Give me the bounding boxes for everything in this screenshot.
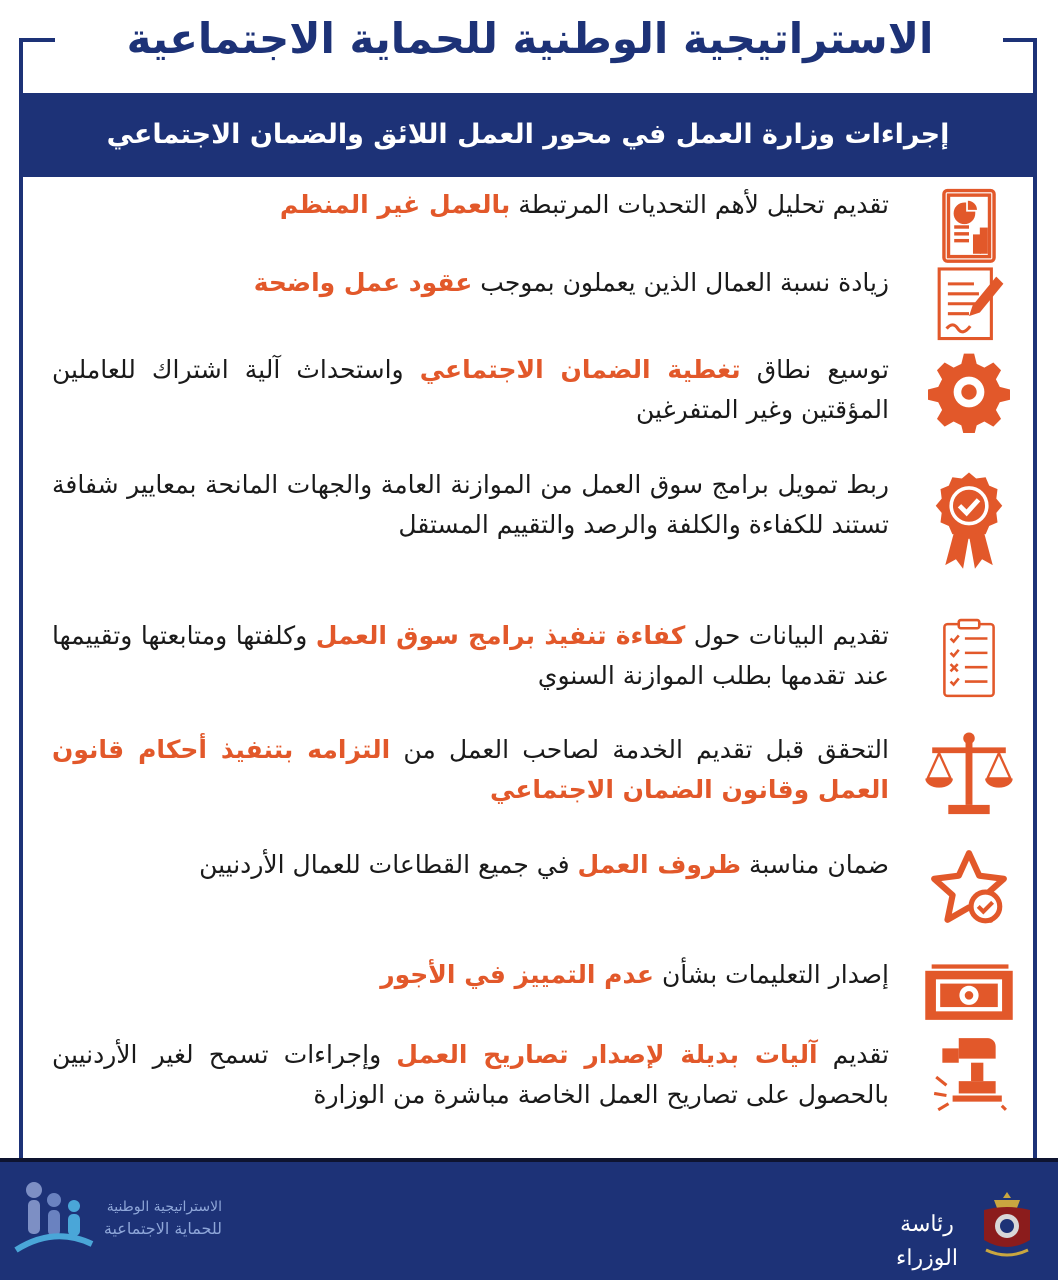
item-text-highlight: بالعمل غير المنظم xyxy=(279,190,511,219)
list-item xyxy=(52,350,1017,434)
item-text xyxy=(52,616,921,696)
item-text-highlight: عدم التمييز في الأجور xyxy=(380,960,654,989)
item-text-highlight: التزامه بتنفيذ أحكام قانون العمل وقانون الضمان الاجتماعي xyxy=(52,735,889,804)
item-text-plain: ضمان مناسبة xyxy=(741,850,889,879)
gear-icon xyxy=(921,350,1017,434)
checklist-icon xyxy=(921,616,1017,702)
item-text-plain: التحقق قبل تقديم الخدمة لصاحب العمل من xyxy=(390,735,889,764)
list-item xyxy=(52,955,1017,1025)
item-text-plain: تقديم البيانات حول xyxy=(685,621,890,650)
item-text xyxy=(52,730,921,810)
item-text-highlight: تغطية الضمان الاجتماعي xyxy=(419,355,741,384)
item-text-plain: إصدار التعليمات بشأن xyxy=(654,960,889,989)
list-item xyxy=(52,845,1017,931)
item-text-plain: زيادة نسبة العمال الذين يعملون بموجب xyxy=(472,268,889,297)
item-text xyxy=(52,185,921,225)
item-text-highlight: ظروف العمل xyxy=(577,850,741,879)
pm-logo-text: رئاسة الوزراء xyxy=(896,1212,958,1271)
item-text xyxy=(52,955,921,995)
contract-signing-icon xyxy=(921,263,1017,347)
award-badge-icon xyxy=(921,465,1017,575)
scales-icon xyxy=(921,730,1017,820)
item-text-plain: واستحداث آلية اشتراك للعاملين المؤقتين وغير المتفرغين xyxy=(52,355,889,424)
strategy-logo-line1: الاستراتيجية الوطنية xyxy=(106,1199,222,1215)
item-text-plain: توسيع نطاق xyxy=(740,355,889,384)
item-text-plain: وإجراءات تسمح لغير الأردنيين بالحصول على تصاريح العمل الخاصة مباشرة من الوزارة xyxy=(52,1040,889,1109)
banknote-icon xyxy=(921,955,1017,1025)
report-chart-icon xyxy=(921,185,1017,269)
list-item xyxy=(52,1035,1017,1115)
star-check-icon xyxy=(921,845,1017,931)
item-text xyxy=(52,263,921,303)
item-text xyxy=(52,1035,921,1115)
item-text-plain: ربط تمويل برامج سوق العمل من الموازنة العامة والجهات المانحة بمعايير شفافة تستند للكفاءة والكلفة والرصد والتقييم المستقل xyxy=(52,470,889,539)
section-banner: إجراءات وزارة العمل في محور العمل اللائق والضمان الاجتماعي xyxy=(19,93,1037,177)
page-title: الاستراتيجية الوطنية للحماية الاجتماعية xyxy=(126,14,934,63)
item-text xyxy=(52,845,921,885)
stamp-approval-icon xyxy=(921,1035,1017,1115)
item-text xyxy=(52,465,921,545)
list-item xyxy=(52,185,1017,269)
list-item xyxy=(52,616,1017,702)
item-text-highlight: عقود عمل واضحة xyxy=(253,268,473,297)
item-text xyxy=(52,350,921,430)
strategy-logo-text xyxy=(90,1196,222,1240)
item-text-highlight: آليات بديلة لإصدار تصاريح العمل xyxy=(396,1040,818,1069)
item-text-plain: وكلفتها ومتابعتها وتقييمها عند تقدمها بطلب الموازنة السنوي xyxy=(52,621,889,690)
list-item xyxy=(52,465,1017,575)
strategy-family-logo-icon xyxy=(14,1180,94,1264)
item-text-plain: تقديم xyxy=(817,1040,890,1069)
strategy-logo-line2: للحماية الاجتماعية xyxy=(103,1219,222,1238)
item-text-highlight: كفاءة تنفيذ برامج سوق العمل xyxy=(315,621,686,650)
item-text-plain: في جميع القطاعات للعمال الأردنيين xyxy=(199,850,578,879)
list-item xyxy=(52,730,1017,820)
list-item xyxy=(52,263,1017,347)
royal-crest-icon xyxy=(978,1190,1036,1262)
item-text-plain: تقديم تحليل لأهم التحديات المرتبطة xyxy=(510,190,889,219)
